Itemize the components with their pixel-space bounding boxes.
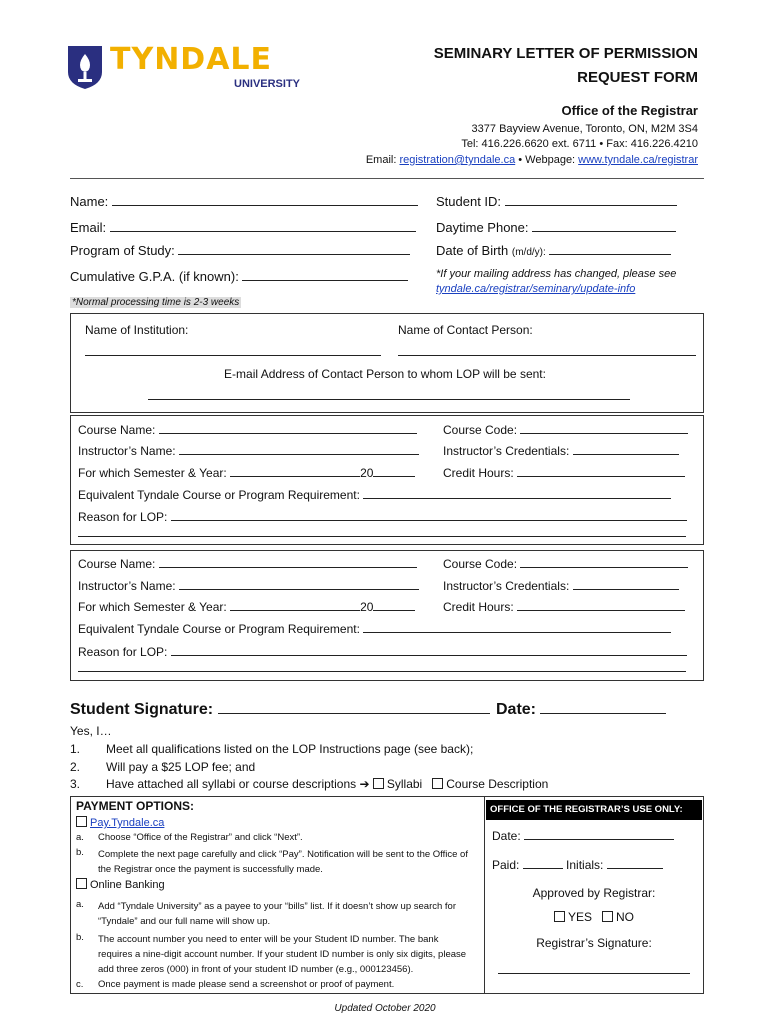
pay-step-a — [76, 832, 474, 843]
no-checkbox[interactable] — [602, 911, 613, 922]
contact-label: Name of Contact Person: — [398, 323, 533, 337]
pay-tyndale-option[interactable] — [76, 816, 164, 829]
instructor-label-2: Instructor’s Name: — [78, 579, 176, 593]
reason-label: Reason for LOP: — [78, 510, 168, 524]
semester-field[interactable] — [78, 464, 415, 480]
bank-step-c-text: Once payment is made please send a screenshot or proof of payment. — [98, 979, 395, 990]
dob-format: (m/d/y): — [511, 247, 546, 258]
contact-email-label: E-mail Address of Contact Person to whom LOP will be sent: — [224, 367, 546, 381]
yes-checkbox[interactable] — [554, 911, 565, 922]
bank-step-b — [76, 932, 474, 975]
program-field[interactable] — [70, 242, 410, 258]
equivalent-field-2[interactable] — [78, 620, 671, 636]
instructor-label: Instructor’s Name: — [78, 444, 176, 458]
payment-title: PAYMENT OPTIONS: — [76, 799, 195, 813]
course-desc-checkbox[interactable] — [432, 778, 443, 789]
bank-step-a — [76, 899, 474, 927]
reason-field-2[interactable] — [78, 643, 687, 659]
semester-field-2[interactable] — [78, 598, 415, 614]
footer-updated: Updated October 2020 — [334, 1003, 436, 1014]
email-label-field: Email: — [70, 220, 107, 235]
institution-label: Name of Institution: — [85, 323, 189, 337]
pay-step-b — [76, 847, 474, 875]
credentials-field[interactable] — [443, 442, 679, 458]
daytime-phone-field[interactable] — [436, 219, 676, 235]
bank-step-c — [76, 979, 474, 990]
credentials-field-2[interactable] — [443, 577, 679, 593]
name-label: Name: — [70, 194, 109, 209]
credit-hours-label: Credit Hours: — [443, 466, 514, 480]
office-use-title: OFFICE OF THE REGISTRAR’S USE ONLY: — [486, 800, 702, 820]
credit-hours-field-2[interactable] — [443, 598, 685, 614]
reason-label-2: Reason for LOP: — [78, 645, 168, 659]
equivalent-label-2: Equivalent Tyndale Course or Program Requirement: — [78, 622, 360, 636]
office-date-label: Date: — [492, 829, 521, 843]
logo — [66, 44, 306, 94]
year-prefix: 20 — [360, 466, 374, 480]
form-title-line2: REQUEST FORM — [577, 69, 698, 86]
credit-hours-field[interactable] — [443, 464, 685, 480]
web-label: • Webpage: — [515, 154, 579, 166]
course-name-field[interactable] — [78, 421, 417, 437]
signature-label: Student Signature: — [70, 701, 214, 718]
credentials-label-2: Instructor’s Credentials: — [443, 579, 570, 593]
daytime-phone-label: Daytime Phone: — [436, 220, 529, 235]
course-code-label-2: Course Code: — [443, 557, 518, 571]
course-name-label-2: Course Name: — [78, 557, 156, 571]
office-contact — [366, 154, 698, 166]
address-note: *If your mailing address has changed, please see — [436, 268, 677, 280]
pay-step-b-text: Complete the next page carefully and click “Pay”. Notification will be sent to the Office of the Registrar once the payment is successfully made. — [98, 849, 468, 875]
semester-label-2: For which Semester & Year: — [78, 600, 227, 614]
header-divider — [70, 178, 704, 179]
tyndale-shield-icon — [66, 44, 104, 90]
signature-date-field[interactable] — [496, 698, 666, 719]
office-paid-field[interactable] — [492, 856, 663, 872]
processing-note: *Normal processing time is 2-3 weeks — [72, 297, 240, 308]
syllabi-label: Syllabi — [386, 777, 423, 791]
course-code-field[interactable] — [443, 421, 688, 437]
course-name-label: Course Name: — [78, 423, 156, 437]
equivalent-label: Equivalent Tyndale Course or Program Requirement: — [78, 488, 360, 502]
bank-step-a-num: a. — [76, 899, 84, 910]
pay-tyndale-checkbox[interactable] — [76, 816, 87, 827]
office-paid-label: Paid: — [492, 858, 520, 872]
credentials-label: Instructor’s Credentials: — [443, 444, 570, 458]
reason-field[interactable] — [78, 508, 687, 524]
bank-step-a-text: Add “Tyndale University” as a payee to your “bills” list. If it doesn’t show up search for “Tyndale” and our full name will show up. — [98, 901, 456, 927]
office-address: 3377 Bayview Avenue, Toronto, ON, M2M 3S4 — [471, 123, 698, 135]
yes-label: YES — [567, 910, 592, 924]
institution-input[interactable] — [85, 355, 381, 356]
year-prefix-2: 20 — [360, 600, 374, 614]
approval-options — [486, 910, 702, 924]
gpa-label: Cumulative G.P.A. (if known): — [70, 269, 239, 284]
pay-tyndale-link[interactable]: Pay.Tyndale.ca — [90, 817, 165, 829]
contact-input[interactable] — [398, 355, 696, 356]
course-code-field-2[interactable] — [443, 555, 688, 571]
course-code-label: Course Code: — [443, 423, 518, 437]
agree-num-2: 2. — [70, 760, 81, 774]
form-title-line1: SEMINARY LETTER OF PERMISSION — [433, 45, 698, 62]
update-info-link[interactable]: tyndale.ca/registrar/seminary/update-info — [436, 283, 636, 295]
dob-field[interactable] — [436, 242, 671, 258]
agree-item-3 — [70, 777, 549, 791]
online-banking-checkbox[interactable] — [76, 878, 87, 889]
dob-label: Date of Birth — [436, 243, 509, 258]
reason-line-2[interactable] — [78, 536, 686, 537]
web-link[interactable]: www.tyndale.ca/registrar — [578, 154, 698, 166]
agree-item-1 — [70, 742, 474, 756]
online-banking-option[interactable] — [76, 878, 165, 891]
contact-email-input[interactable] — [148, 399, 630, 400]
agree-num-3: 3. — [70, 777, 81, 791]
bank-step-b-num: b. — [76, 932, 84, 943]
agree-text-3: Have attached all syllabi or course descriptions — [106, 777, 357, 791]
email-label: Email: — [365, 154, 400, 166]
agree-text-2: Will pay a $25 LOP fee; and — [106, 760, 256, 774]
gpa-field[interactable] — [70, 268, 408, 284]
office-date-field[interactable] — [492, 827, 674, 843]
online-banking-label: Online Banking — [90, 879, 165, 891]
payment-divider — [484, 796, 485, 994]
syllabi-checkbox[interactable] — [373, 778, 384, 789]
equivalent-field[interactable] — [78, 486, 671, 502]
email-field[interactable] — [70, 219, 416, 235]
student-signature-field[interactable] — [70, 698, 490, 719]
approved-label: Approved by Registrar: — [532, 886, 656, 900]
pay-step-b-num: b. — [76, 847, 84, 858]
logo-sub: UNIVERSITY — [234, 78, 301, 90]
course-desc-label: Course Description — [446, 777, 549, 791]
pay-step-a-text: Choose “Office of the Registrar” and click “Next”. — [98, 832, 303, 843]
no-label: NO — [616, 910, 635, 924]
signature-date-label: Date: — [496, 701, 537, 718]
logo-name: TYNDALE — [110, 42, 273, 77]
email-link[interactable]: registration@tyndale.ca — [399, 154, 516, 166]
student-id-label: Student ID: — [436, 194, 502, 209]
semester-label: For which Semester & Year: — [78, 466, 227, 480]
pay-step-a-num: a. — [76, 832, 84, 843]
agree-num-1: 1. — [70, 742, 81, 756]
course-name-field-2[interactable] — [78, 555, 417, 571]
registrar-signature-input[interactable] — [498, 973, 690, 974]
name-field[interactable] — [70, 193, 418, 209]
student-id-field[interactable] — [436, 193, 677, 209]
reason-line-2b[interactable] — [78, 671, 686, 672]
bank-step-b-text: The account number you need to enter will be your Student ID number. The bank requires a nine-digit account number. If your student ID number is only six digits, please add three zeros (000) in front of your student ID number (e.g., 000123456). — [98, 934, 467, 975]
instructor-field[interactable] — [78, 442, 419, 458]
bank-step-c-num: c. — [76, 979, 84, 990]
arrow-icon: ➔ — [359, 777, 370, 791]
program-label: Program of Study: — [70, 243, 175, 258]
credit-hours-label-2: Credit Hours: — [443, 600, 514, 614]
agree-text-1: Meet all qualifications listed on the LOP Instructions page (see back); — [106, 742, 474, 756]
agree-intro: Yes, I… — [70, 724, 112, 738]
office-name: Office of the Registrar — [561, 103, 698, 118]
instructor-field-2[interactable] — [78, 577, 419, 593]
agree-item-2 — [70, 760, 256, 774]
office-initials-label: Initials: — [566, 858, 604, 872]
office-phone: Tel: 416.226.6620 ext. 6711 • Fax: 416.226.4210 — [461, 138, 698, 150]
registrar-signature-label: Registrar’s Signature: — [536, 936, 652, 950]
